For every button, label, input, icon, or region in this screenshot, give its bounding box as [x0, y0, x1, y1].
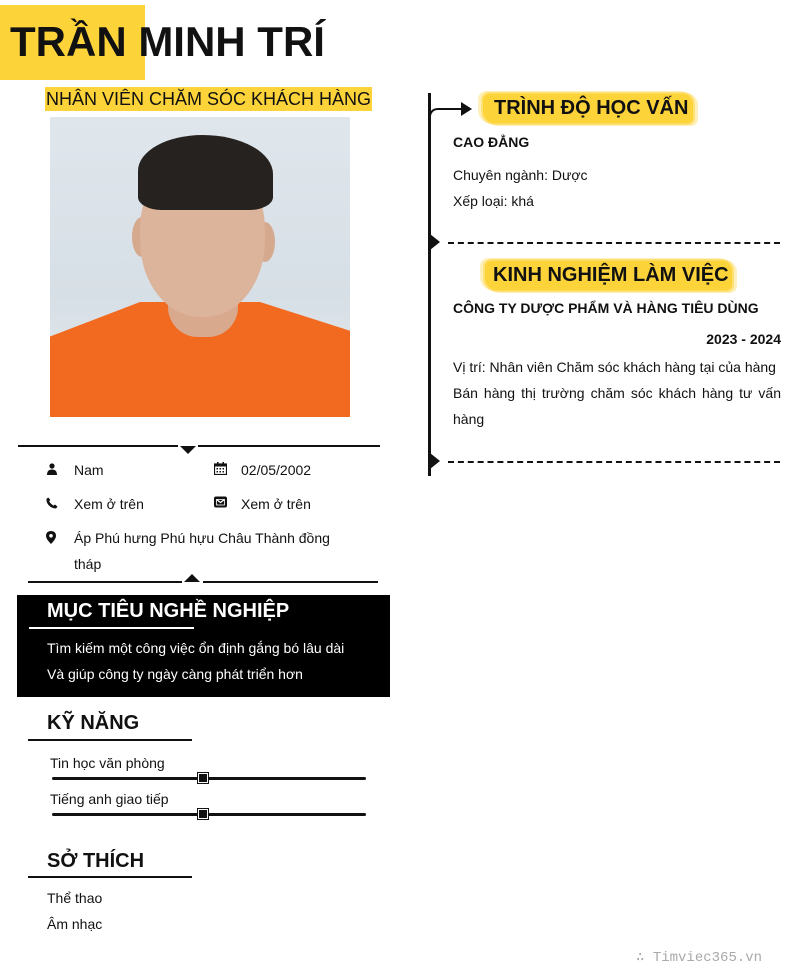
- experience-line: Vị trí: Nhân viên Chăm sóc khách hàng tại của hàng: [453, 359, 776, 375]
- arrow-right-icon: [428, 100, 473, 122]
- gender-value: Nam: [74, 462, 104, 478]
- hobby-item: Thể thao: [47, 890, 103, 906]
- job-title: NHÂN VIÊN CHĂM SÓC KHÁCH HÀNG: [46, 89, 372, 109]
- map-marker-icon: [44, 530, 58, 544]
- education-separator: [448, 242, 780, 244]
- skill-label: Tiếng anh giao tiếp: [50, 791, 169, 807]
- skill-label: Tin học văn phòng: [50, 755, 165, 771]
- hobby-item: Âm nhạc: [47, 916, 103, 932]
- watermark: ∴ Timviec365.vn: [636, 950, 763, 966]
- skill-bar: [52, 813, 366, 816]
- calendar-icon: [213, 461, 227, 475]
- timeline-marker-icon: [430, 234, 440, 250]
- envelope-icon: [213, 495, 227, 509]
- skills-title: KỸ NĂNG: [47, 712, 140, 734]
- user-icon: [45, 462, 59, 476]
- experience-period: 2023 - 2024: [706, 331, 781, 347]
- photo-hair: [138, 135, 273, 210]
- contact-divider-top: [198, 445, 380, 447]
- birthday-value: 02/05/2002: [241, 462, 312, 478]
- phone-value: Xem ở trên: [74, 496, 144, 512]
- experience-title: KINH NGHIỆM LÀM VIỆC: [493, 264, 729, 286]
- career-goal-title: MỤC TIÊU NGHỀ NGHIỆP: [47, 600, 290, 622]
- education-school: CAO ĐẲNG: [453, 134, 530, 150]
- hobbies-title: SỞ THÍCH: [47, 850, 145, 872]
- career-goal-line: Và giúp công ty ngày càng phát triển hơn: [47, 666, 303, 682]
- skill-level-knob: [198, 773, 208, 783]
- experience-line: hàng: [453, 411, 485, 427]
- experience-separator: [448, 461, 780, 463]
- education-rank: Xếp loại: khá: [453, 193, 534, 209]
- skill-bar: [52, 777, 366, 780]
- address-line-2: tháp: [74, 556, 102, 572]
- career-goal-underline: [29, 627, 194, 629]
- education-title: TRÌNH ĐỘ HỌC VẤN: [494, 97, 689, 119]
- experience-company: CÔNG TY DƯỢC PHẨM VÀ HÀNG TIÊU DÙNG: [453, 300, 759, 316]
- contact-divider-top: [18, 445, 178, 447]
- candidate-name: TRẦN MINH TRÍ: [10, 18, 325, 65]
- skill-level-knob: [198, 809, 208, 819]
- address-line-1: Áp Phú hưng Phú hựu Châu Thành đồng: [74, 530, 330, 546]
- timeline-line: [428, 93, 431, 476]
- experience-line: Bán hàng thị trường chăm sóc khách hàng tư vấn: [453, 385, 781, 401]
- phone-icon: [45, 496, 59, 510]
- skills-underline: [28, 739, 192, 741]
- email-value: Xem ở trên: [241, 496, 311, 512]
- education-major: Chuyên ngành: Dược: [453, 167, 588, 183]
- triangle-up-icon: [184, 574, 200, 582]
- hobbies-underline: [28, 876, 192, 878]
- triangle-down-icon: [180, 446, 196, 454]
- career-goal-line: Tìm kiếm một công việc ổn định gắng bó lâu dài: [47, 640, 345, 656]
- career-goal-section: [17, 595, 390, 697]
- profile-photo: [50, 117, 350, 417]
- contact-divider-bottom: [28, 581, 182, 583]
- contact-divider-bottom: [203, 581, 378, 583]
- timeline-marker-icon: [430, 453, 440, 469]
